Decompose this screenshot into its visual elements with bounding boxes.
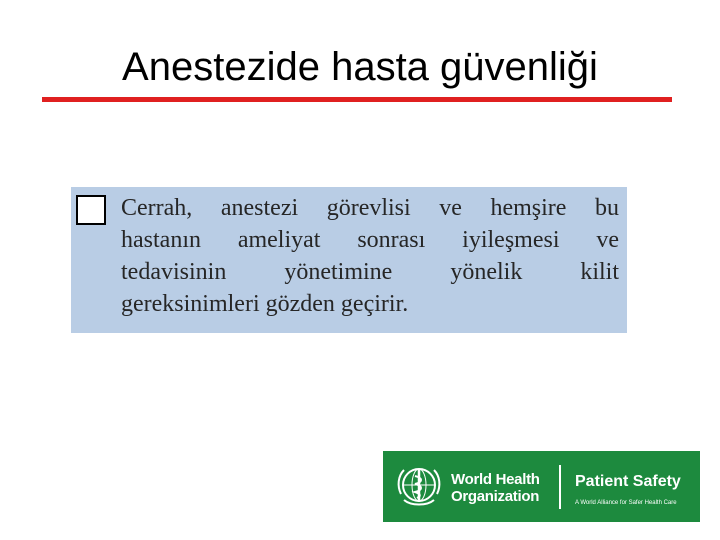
checklist-text-line: Cerrah, anestezi görevlisi ve hemşire bu (121, 195, 619, 221)
who-name (451, 471, 540, 505)
banner-divider (559, 465, 561, 509)
title-underline (42, 97, 672, 102)
checklist-item (71, 187, 627, 333)
checklist-text-line: hastanın ameliyat sonrası iyileşmesi ve (121, 227, 619, 253)
checklist-text-line: tedavisinin yönetimine yönelik kilit (121, 259, 619, 285)
who-emblem-icon (395, 464, 443, 510)
checklist-text (121, 192, 619, 320)
who-name-line: Organization (451, 488, 540, 505)
who-patient-safety-logo (383, 451, 700, 522)
patient-safety-title: Patient Safety (575, 473, 681, 490)
checklist-text-line: gereksinimleri gözden geçirir. (121, 291, 409, 317)
patient-safety-tagline: A World Alliance for Safer Health Care (575, 500, 677, 506)
who-name-line: World Health (451, 471, 540, 488)
checkbox[interactable] (76, 195, 106, 225)
page-title: Anestezide hasta güvenliği (122, 45, 598, 89)
